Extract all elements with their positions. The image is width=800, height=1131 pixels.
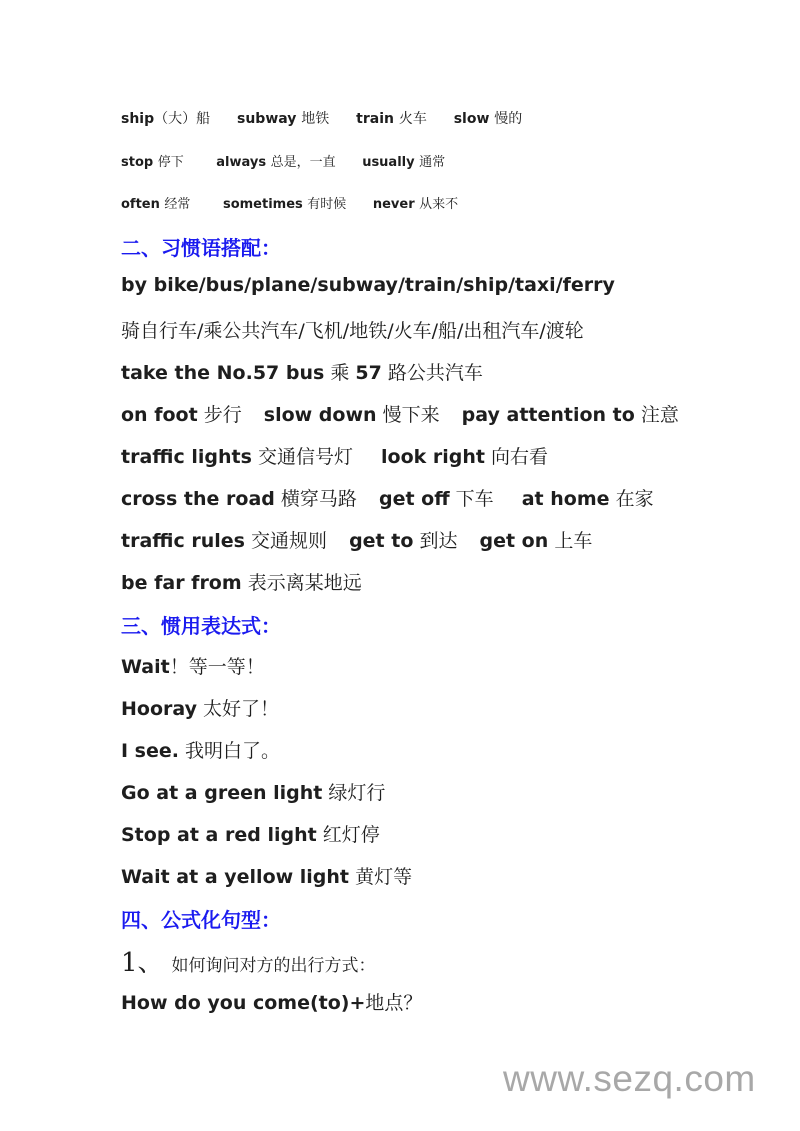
phrase-en: be far from (121, 572, 242, 594)
section-heading-collocations: 二、习惯语搭配： (121, 236, 281, 260)
expression-zh: ！等一等！ (169, 656, 265, 678)
transport-modes-en: by bike/bus/plane/subway/train/ship/taxi/ferry (121, 274, 615, 296)
phrase-line (121, 358, 483, 385)
vocab-zh: 有时候 (307, 197, 347, 212)
pattern-en: How do you come(to)+ (121, 992, 366, 1014)
phrase-zh: 慢下来 (382, 404, 440, 426)
vocab-zh: 通常 (419, 155, 446, 170)
phrase-zh: 上车 (554, 530, 593, 552)
subheading-number: 1、 (121, 948, 164, 978)
expression-en: Go at a green light (121, 782, 323, 804)
expression-en: I see. (121, 740, 179, 762)
vocab-zh: 停下 (157, 155, 184, 170)
expression-zh: 红灯停 (322, 824, 380, 846)
expression-en: Hooray (121, 698, 197, 720)
vocab-en: always (216, 155, 267, 170)
transport-modes-zh: 骑自行车/乘公共汽车/飞机/地铁/火车/船/出租汽车/渡轮 (121, 320, 584, 342)
vocab-zh: 总是，一直 (270, 155, 336, 170)
expression-item (121, 778, 385, 805)
phrase-en: take the No.57 bus (121, 362, 325, 384)
phrase-zh: 向右看 (491, 446, 549, 468)
phrase-zh: 交通信号灯 (257, 446, 353, 468)
phrase-line (121, 442, 548, 469)
vocab-en: slow (453, 111, 490, 127)
phrase-zh: 表示离某地远 (247, 572, 362, 594)
pattern-zh: 地点？ (365, 992, 423, 1014)
vocab-en: sometimes (222, 197, 303, 212)
expression-zh: 太好了！ (203, 698, 280, 720)
expression-item (121, 694, 279, 721)
phrase-en: look right (381, 446, 485, 468)
vocab-en: often (121, 197, 160, 212)
vocab-zh: 经常 (164, 197, 191, 212)
phrase-zh: 到达 (419, 530, 458, 552)
phrase-en: get off (378, 488, 450, 510)
expression-zh: 黄灯等 (355, 866, 413, 888)
phrase-en: slow down (263, 404, 377, 426)
vocab-en: never (372, 197, 415, 212)
expression-item (121, 736, 280, 763)
phrase-en: get on (479, 530, 549, 552)
phrase-en: 57 (355, 362, 382, 384)
phrase-line (121, 400, 679, 427)
phrase-en: traffic lights (121, 446, 252, 468)
vocab-en: usually (362, 155, 415, 170)
expression-item (121, 862, 412, 889)
phrase-en: get to (349, 530, 414, 552)
phrase-zh: 注意 (640, 404, 679, 426)
expression-en: Stop at a red light (121, 824, 317, 846)
watermark-url: www.sezq.com (503, 1058, 756, 1099)
expression-zh: 我明白了。 (185, 740, 281, 762)
vocab-zh: 从来不 (419, 197, 459, 212)
expression-en: Wait (121, 656, 170, 678)
vocab-row-3 (121, 193, 458, 212)
phrase-zh: 交通规则 (251, 530, 328, 552)
phrase-en: on foot (121, 404, 198, 426)
section-heading-expressions: 三、惯用表达式： (121, 614, 281, 638)
expression-zh: 绿灯行 (328, 782, 386, 804)
expression-item (121, 820, 380, 847)
phrase-en: cross the road (121, 488, 275, 510)
phrase-zh: 乘 (330, 362, 350, 384)
vocab-row-1 (121, 108, 522, 128)
vocab-en: ship (121, 111, 155, 127)
phrase-line (121, 526, 592, 553)
vocab-zh: 火车 (398, 111, 427, 127)
vocab-zh: 地铁 (301, 111, 330, 127)
expression-en: Wait at a yellow light (121, 866, 350, 888)
vocab-en: subway (237, 111, 297, 127)
vocab-row-2 (121, 151, 445, 170)
vocab-en: stop (121, 155, 154, 170)
phrase-zh: 在家 (615, 488, 654, 510)
phrase-en: traffic rules (121, 530, 245, 552)
phrase-zh: 路公共汽车 (387, 362, 483, 384)
phrase-en: at home (521, 488, 610, 510)
phrase-zh: 步行 (203, 404, 242, 426)
vocab-zh: （大）船 (154, 111, 211, 127)
section-heading-sentence-patterns: 四、公式化句型： (121, 908, 281, 932)
sentence-pattern (121, 988, 422, 1015)
phrase-line (121, 484, 654, 511)
vocab-zh: 慢的 (494, 111, 523, 127)
phrase-en: pay attention to (461, 404, 635, 426)
subheading-1 (121, 942, 376, 979)
vocab-en: train (356, 111, 394, 127)
phrase-zh: 下车 (455, 488, 494, 510)
phrase-line (121, 568, 362, 595)
expression-item (121, 652, 265, 679)
subheading-text: 如何询问对方的出行方式： (171, 956, 376, 976)
phrase-zh: 横穿马路 (280, 488, 357, 510)
